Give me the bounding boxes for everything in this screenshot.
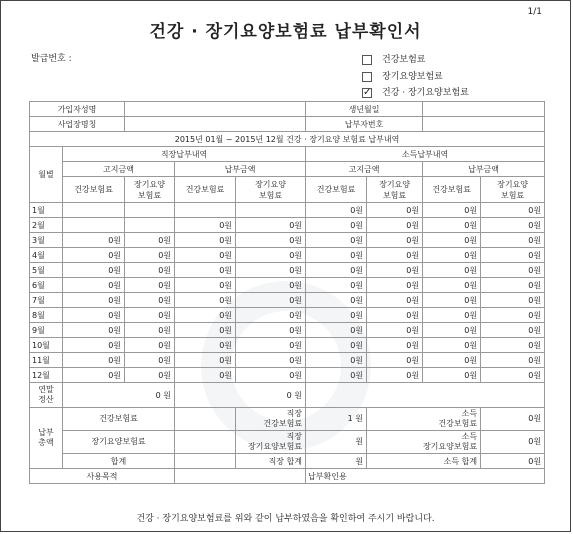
footer-note: 건강 · 장기요양보험료를 위와 같이 납부하였음을 확인하여 주시기 바랍니다. <box>136 514 435 524</box>
checkbox-box-checked[interactable] <box>362 88 372 98</box>
month-amount-cell: 0원 <box>423 233 481 248</box>
month-amount-cell: 0원 <box>367 233 423 248</box>
month-amount-cell: 0원 <box>236 248 306 263</box>
checkbox-box[interactable] <box>362 55 372 65</box>
month-amount-cell: 0원 <box>306 278 367 293</box>
month-amount-cell: 0원 <box>125 323 175 338</box>
month-amount-cell: 0원 <box>481 368 545 383</box>
month-amount-cell <box>63 218 125 233</box>
month-amount-cell <box>175 203 236 218</box>
month-amount-cell: 0원 <box>481 338 545 353</box>
ltc-col-header: 장기요양 보험료 <box>481 177 545 203</box>
month-amount-cell: 0원 <box>306 308 367 323</box>
birth-date-label: 생년월일 <box>306 102 423 117</box>
month-amount-cell: 0원 <box>481 308 545 323</box>
month-amount-cell: 0원 <box>306 338 367 353</box>
month-amount-cell: 0원 <box>367 203 423 218</box>
month-amount-cell: 0원 <box>367 248 423 263</box>
month-amount-cell: 0원 <box>63 293 125 308</box>
month-amount-cell: 0원 <box>481 278 545 293</box>
month-label: 7월 <box>30 293 63 308</box>
subscriber-name-value <box>125 102 306 117</box>
month-amount-cell: 0원 <box>423 263 481 278</box>
workplace-ltc-value: 원 <box>306 431 367 454</box>
month-amount-cell: 0원 <box>175 368 236 383</box>
month-row <box>30 338 545 353</box>
payer-number-value <box>423 117 545 132</box>
month-amount-cell: 0원 <box>481 203 545 218</box>
regional-notice-header: 고지금액 <box>306 162 423 177</box>
regional-health-value: 0원 <box>481 408 545 431</box>
month-amount-cell: 0원 <box>236 218 306 233</box>
month-row <box>30 293 545 308</box>
checkbox-label: 건강 · 장기요양보험료 <box>382 88 469 98</box>
month-amount-cell: 0원 <box>481 263 545 278</box>
month-amount-cell: 0원 <box>367 353 423 368</box>
month-amount-cell: 0원 <box>175 278 236 293</box>
month-amount-cell: 0원 <box>423 353 481 368</box>
month-amount-cell: 0원 <box>306 353 367 368</box>
totals-sum-label: 합계 <box>63 454 175 469</box>
month-amount-cell: 0원 <box>423 293 481 308</box>
checkbox-box[interactable] <box>362 72 372 82</box>
month-label: 9월 <box>30 323 63 338</box>
month-row <box>30 263 545 278</box>
year-end-regional <box>306 383 545 408</box>
month-amount-cell: 0원 <box>423 368 481 383</box>
month-amount-cell: 0원 <box>175 293 236 308</box>
month-label: 11월 <box>30 353 63 368</box>
checkbox-label: 장기요양보험료 <box>382 71 443 82</box>
month-row <box>30 308 545 323</box>
checkbox-label: 건강보험료 <box>382 55 426 65</box>
purpose-value: 납부확인용 <box>306 469 545 484</box>
month-label: 2월 <box>30 218 63 233</box>
health-col-header: 건강보험료 <box>306 177 367 203</box>
month-amount-cell: 0원 <box>236 353 306 368</box>
purpose-label: 사용목적 <box>30 469 175 484</box>
month-amount-cell: 0원 <box>481 323 545 338</box>
month-amount-cell: 0원 <box>423 338 481 353</box>
month-amount-cell: 0원 <box>125 248 175 263</box>
month-amount-cell: 0원 <box>63 308 125 323</box>
month-amount-cell: 0원 <box>306 218 367 233</box>
purpose-spacer <box>175 469 306 484</box>
month-amount-cell: 0원 <box>306 233 367 248</box>
month-amount-cell: 0원 <box>63 263 125 278</box>
month-amount-cell: 0원 <box>175 338 236 353</box>
month-amount-cell: 0원 <box>125 263 175 278</box>
regional-ltc-value: 0원 <box>481 431 545 454</box>
workplace-health-label: 직장 건강보험료 <box>236 408 306 431</box>
business-name-value <box>125 117 306 132</box>
month-amount-cell: 0원 <box>367 323 423 338</box>
month-amount-cell: 0원 <box>63 248 125 263</box>
regional-sum-label: 소득 합계 <box>367 454 481 469</box>
month-amount-cell: 0원 <box>481 248 545 263</box>
totals-health-label: 건강보험료 <box>63 408 175 431</box>
month-amount-cell <box>125 218 175 233</box>
month-amount-cell: 0원 <box>367 218 423 233</box>
month-amount-cell <box>125 203 175 218</box>
month-row <box>30 323 545 338</box>
regional-ltc-label: 소득 장기요양보험료 <box>367 431 481 454</box>
workplace-header: 직장납부내역 <box>63 147 306 162</box>
month-amount-cell: 0원 <box>306 263 367 278</box>
month-amount-cell: 0원 <box>175 218 236 233</box>
workplace-sum-value: 원 <box>306 454 367 469</box>
month-amount-cell: 0원 <box>63 338 125 353</box>
document-title: 건강 · 장기요양보험료 납부확인서 <box>149 22 422 42</box>
month-amount-cell: 0원 <box>175 308 236 323</box>
checkbox-both[interactable] <box>362 85 469 102</box>
month-amount-cell: 0원 <box>175 353 236 368</box>
month-row <box>30 203 545 218</box>
month-label: 1월 <box>30 203 63 218</box>
month-label: 3월 <box>30 233 63 248</box>
year-end-label: 연말 정산 <box>30 383 63 408</box>
month-amount-cell: 0원 <box>236 233 306 248</box>
regional-paid-header: 납부금액 <box>423 162 545 177</box>
regional-health-label: 소득 건강보험료 <box>367 408 481 431</box>
month-row <box>30 218 545 233</box>
month-row <box>30 233 545 248</box>
month-label: 12월 <box>30 368 63 383</box>
workplace-ltc-label: 직장 장기요양보험료 <box>236 431 306 454</box>
month-amount-cell: 0원 <box>423 323 481 338</box>
month-amount-cell: 0원 <box>306 323 367 338</box>
month-amount-cell: 0원 <box>125 308 175 323</box>
month-amount-cell <box>63 203 125 218</box>
month-amount-cell: 0원 <box>125 338 175 353</box>
month-amount-cell: 0원 <box>125 368 175 383</box>
workplace-sum-label: 직장 합계 <box>236 454 306 469</box>
month-amount-cell: 0원 <box>423 218 481 233</box>
payment-table <box>29 101 545 484</box>
month-label: 4월 <box>30 248 63 263</box>
workplace-health-value: 1 원 <box>306 408 367 431</box>
month-amount-cell: 0원 <box>306 293 367 308</box>
totals-ltc-value <box>175 431 236 454</box>
month-amount-cell: 0원 <box>63 323 125 338</box>
totals-label: 납부 총액 <box>30 408 63 469</box>
month-label: 8월 <box>30 308 63 323</box>
month-amount-cell: 0원 <box>175 233 236 248</box>
issue-number-label: 발급번호 : <box>31 54 72 64</box>
payer-number-label: 납부자번호 <box>306 117 423 132</box>
regional-sum-value: 0원 <box>481 454 545 469</box>
month-amount-cell <box>236 203 306 218</box>
month-label: 6월 <box>30 278 63 293</box>
workplace-notice-header: 고지금액 <box>63 162 175 177</box>
month-amount-cell: 0원 <box>63 353 125 368</box>
month-amount-cell: 0원 <box>236 323 306 338</box>
checkbox-health[interactable] <box>362 52 469 69</box>
month-amount-cell: 0원 <box>367 338 423 353</box>
ltc-col-header: 장기요양 보험료 <box>367 177 423 203</box>
month-amount-cell: 0원 <box>175 323 236 338</box>
page-number: 1/1 <box>527 7 542 17</box>
subscriber-name-label: 가입자성명 <box>30 102 125 117</box>
year-end-paid: 0 원 <box>175 383 306 408</box>
month-amount-cell: 0원 <box>367 278 423 293</box>
month-amount-cell: 0원 <box>423 248 481 263</box>
ltc-col-header: 장기요양 보험료 <box>125 177 175 203</box>
month-amount-cell: 0원 <box>306 368 367 383</box>
month-amount-cell: 0원 <box>423 203 481 218</box>
month-amount-cell: 0원 <box>423 308 481 323</box>
month-amount-cell: 0원 <box>63 368 125 383</box>
month-amount-cell: 0원 <box>306 248 367 263</box>
totals-health-value <box>175 408 236 431</box>
month-row <box>30 248 545 263</box>
type-checkbox-group <box>362 52 469 102</box>
workplace-paid-header: 납부금액 <box>175 162 306 177</box>
month-amount-cell: 0원 <box>367 368 423 383</box>
month-row <box>30 368 545 383</box>
month-amount-cell: 0원 <box>175 263 236 278</box>
health-col-header: 건강보험료 <box>175 177 236 203</box>
month-row <box>30 278 545 293</box>
checkbox-ltc[interactable] <box>362 69 469 86</box>
month-amount-cell: 0원 <box>125 233 175 248</box>
month-amount-cell: 0원 <box>481 233 545 248</box>
health-col-header: 건강보험료 <box>63 177 125 203</box>
totals-sum-value <box>175 454 236 469</box>
ltc-col-header: 장기요양 보험료 <box>236 177 306 203</box>
year-end-notice: 0 원 <box>63 383 175 408</box>
month-amount-cell: 0원 <box>125 353 175 368</box>
month-amount-cell: 0원 <box>481 218 545 233</box>
month-amount-cell: 0원 <box>367 308 423 323</box>
month-amount-cell: 0원 <box>175 248 236 263</box>
month-amount-cell: 0원 <box>306 203 367 218</box>
totals-ltc-label: 장기요양보험료 <box>63 431 175 454</box>
month-amount-cell: 0원 <box>236 308 306 323</box>
month-row <box>30 353 545 368</box>
month-amount-cell: 0원 <box>367 293 423 308</box>
period-heading: 2015년 01월 ~ 2015년 12월 건강 · 장기요양 보험료 납부내역 <box>30 132 545 147</box>
month-amount-cell: 0원 <box>481 293 545 308</box>
month-amount-cell: 0원 <box>367 263 423 278</box>
business-name-label: 사업장명칭 <box>30 117 125 132</box>
month-amount-cell: 0원 <box>423 278 481 293</box>
month-amount-cell: 0원 <box>236 263 306 278</box>
birth-date-value <box>423 102 545 117</box>
month-amount-cell: 0원 <box>481 353 545 368</box>
month-amount-cell: 0원 <box>63 278 125 293</box>
month-amount-cell: 0원 <box>125 278 175 293</box>
month-rows <box>30 203 545 383</box>
regional-header: 소득납부내역 <box>306 147 545 162</box>
month-amount-cell: 0원 <box>236 338 306 353</box>
month-amount-cell: 0원 <box>125 293 175 308</box>
health-col-header: 건강보험료 <box>423 177 481 203</box>
month-label: 5월 <box>30 263 63 278</box>
month-header: 월별 <box>30 147 63 203</box>
month-amount-cell: 0원 <box>236 368 306 383</box>
month-label: 10월 <box>30 338 63 353</box>
month-amount-cell: 0원 <box>236 293 306 308</box>
month-amount-cell: 0원 <box>63 233 125 248</box>
month-amount-cell: 0원 <box>236 278 306 293</box>
